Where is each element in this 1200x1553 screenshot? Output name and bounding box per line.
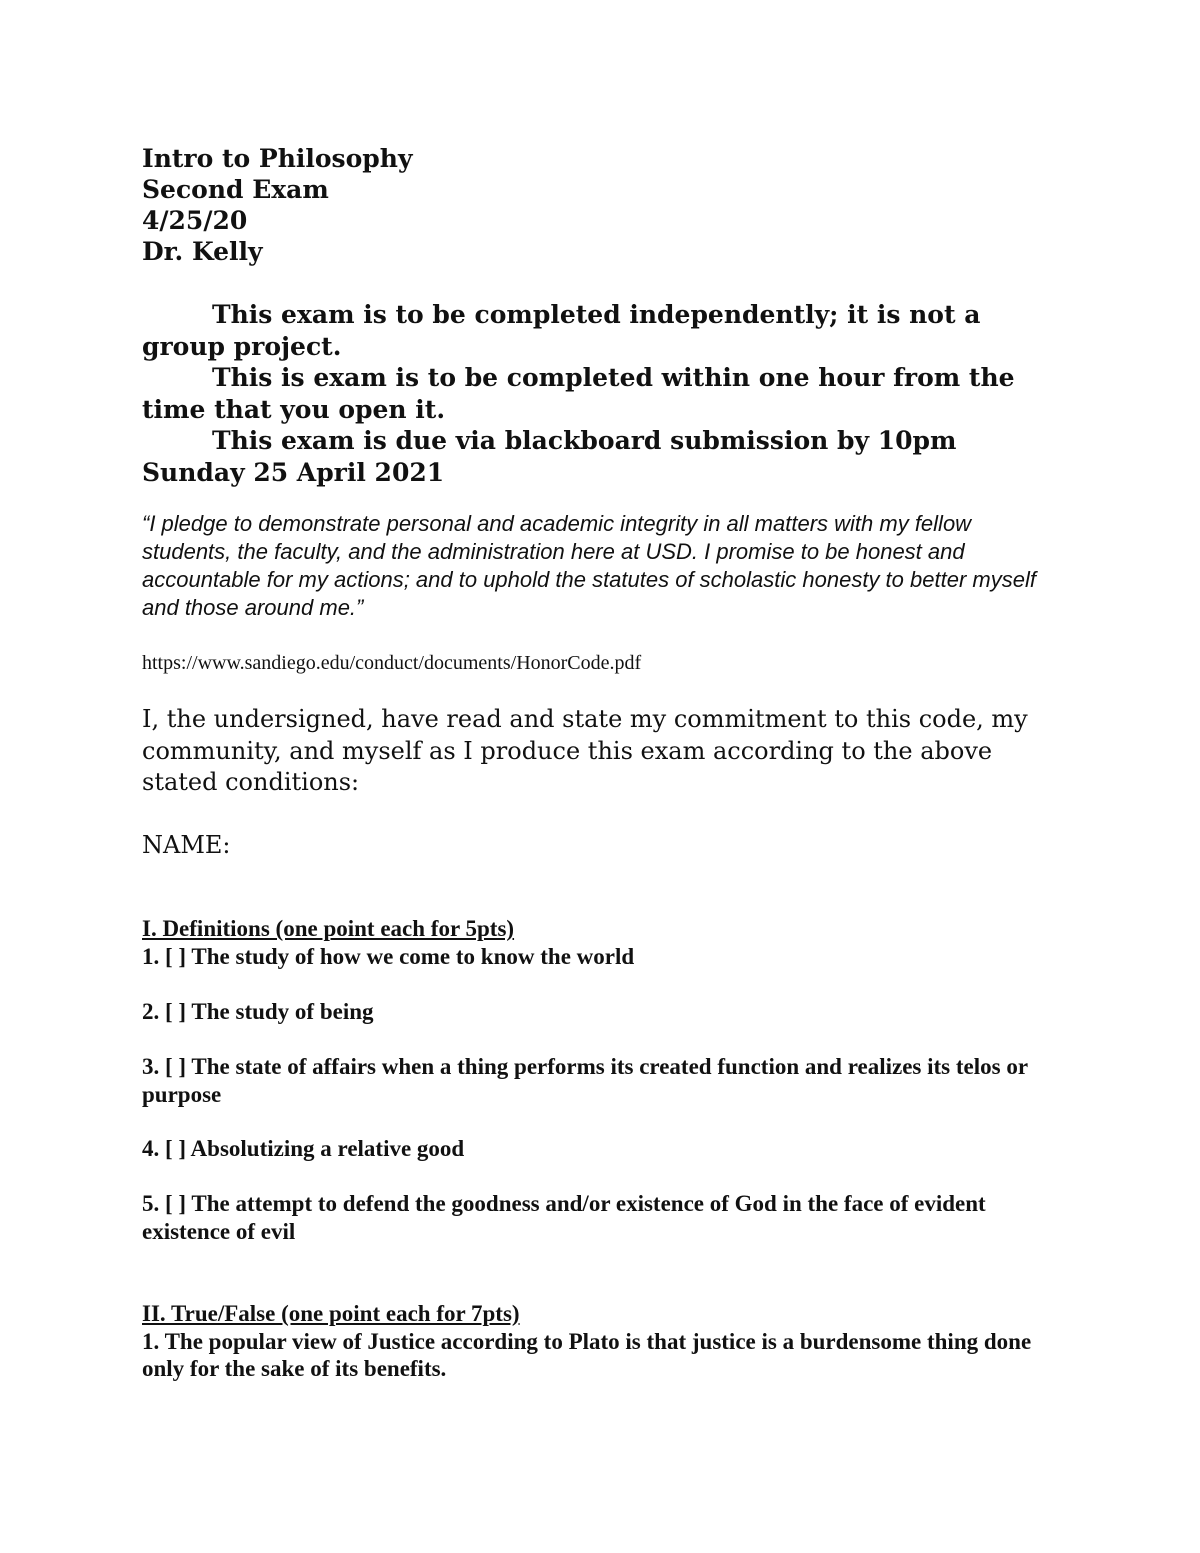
- instructor-name: Dr. Kelly: [142, 237, 263, 266]
- section-definitions: [142, 915, 1072, 970]
- section-true-false: [142, 1300, 1072, 1383]
- instruction-due-date: This exam is due via blackboard submission by 10pm Sunday 25 April 2021: [142, 426, 957, 487]
- definition-item: [142, 998, 1072, 1026]
- definition-item: [142, 1190, 1072, 1245]
- section-definitions-title: I. Definitions (one point each for 5pts): [142, 916, 515, 941]
- pledge-text: “I pledge to demonstrate personal and academic integrity in all matters with my fellow students, the faculty, and the administration here at USD. I promise to be honest and accountable for my actions; and to uphold the statutes of scholastic honesty to better myself and those around me.”: [142, 511, 1036, 620]
- definition-item: [142, 1135, 1072, 1163]
- true-false-item: 1. The popular view of Justice according to Plato is that justice is a burdensome thing done only for the sake of its benefits.: [142, 1328, 1032, 1381]
- exam-header: [142, 143, 412, 267]
- definition-item-text: 4. [ ] Absolutizing a relative good: [142, 1136, 465, 1161]
- definition-item-text: 5. [ ] The attempt to defend the goodness and/or existence of God in the face of evident existence of evil: [142, 1191, 986, 1244]
- exam-date: 4/25/20: [142, 206, 248, 235]
- definition-item-text: 2. [ ] The study of being: [142, 999, 374, 1024]
- name-label: NAME:: [142, 831, 231, 859]
- honor-pledge: [142, 510, 1062, 622]
- exam-instructions: [142, 299, 1042, 488]
- instruction-independent: This exam is to be completed independently; it is not a group project.: [142, 300, 981, 361]
- definition-item-text: 3. [ ] The state of affairs when a thing performs its created function and realizes its telos or purpose: [142, 1054, 1028, 1107]
- exam-title: Second Exam: [142, 175, 329, 204]
- definition-item: [142, 1053, 1072, 1108]
- honor-code-url: https://www.sandiego.edu/conduct/documents/HonorCode.pdf: [142, 652, 642, 674]
- commitment-statement: [142, 704, 1062, 799]
- course-title: Intro to Philosophy: [142, 144, 413, 173]
- instruction-time-limit: This is exam is to be completed within one hour from the time that you open it.: [142, 363, 1015, 424]
- section-true-false-title: II. True/False (one point each for 7pts): [142, 1301, 520, 1326]
- commitment-text: I, the undersigned, have read and state my commitment to this code, my community, and myself as I produce this exam according to the above stated conditions:: [142, 705, 1028, 796]
- definition-item: 1. [ ] The study of how we come to know the world: [142, 943, 635, 969]
